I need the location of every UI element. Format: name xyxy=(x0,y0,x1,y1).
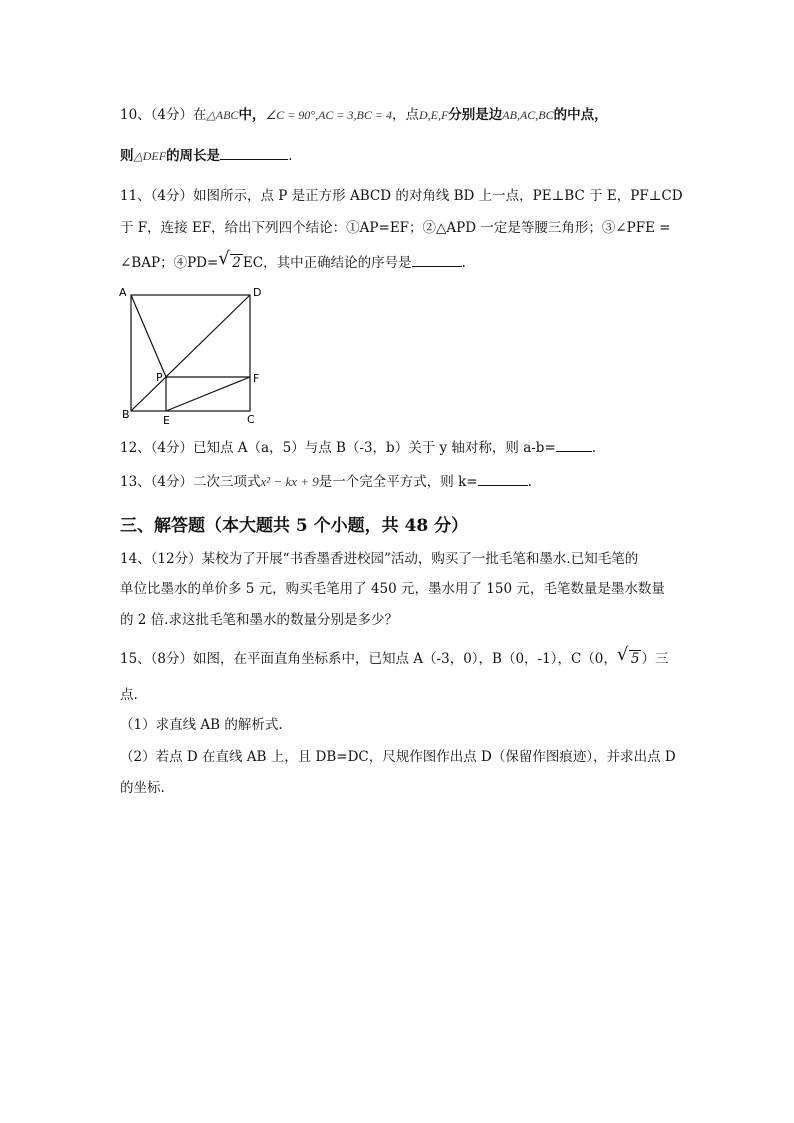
segment-ap xyxy=(131,295,166,377)
q10-points: D,E,F xyxy=(418,108,449,122)
q15-line1 xyxy=(120,644,669,668)
label-d: D xyxy=(253,286,262,299)
q10-line1 xyxy=(120,106,608,124)
q10-line2 xyxy=(120,146,292,165)
q10-sides: AB,AC,BC xyxy=(502,108,554,122)
q11-line1: 11、（4分）如图所示，点 P 是正方形 ABCD 的对角线 BD 上一点，PE⊥BC 于 E，PF⊥CD xyxy=(120,188,683,204)
q13-expression: x² − kx + 9 xyxy=(260,474,319,489)
q10-condition: ∠C = 90°,AC = 3,BC = 4 xyxy=(265,108,392,122)
sqrt-radicand: 5 xyxy=(630,651,640,667)
q12-text: 12、（4分）已知点 A（a，5）与点 B（-3，b）关于 y 轴对称，则 a-b= xyxy=(120,440,556,456)
diagonal-bd xyxy=(131,295,250,411)
q10-text: 的周长是 xyxy=(166,148,221,164)
q10-text: 中， xyxy=(238,107,266,123)
q10-text: 分别是边 xyxy=(448,107,503,123)
label-p: P xyxy=(156,371,163,384)
q13-text: . xyxy=(527,474,532,490)
q15-part3: 的坐标. xyxy=(120,780,165,796)
sqrt-radicand: 2 xyxy=(232,255,241,271)
q15-line2: 点. xyxy=(120,687,138,703)
q11-text: EC，其中正确结论的序号是 xyxy=(242,255,412,271)
sqrt-5: √ 5 xyxy=(616,644,640,667)
q10-number: 10、（4分）在 xyxy=(120,107,207,123)
answer-blank xyxy=(220,146,288,160)
q10-text: . xyxy=(288,148,293,164)
q11-line3 xyxy=(120,248,466,272)
q10-text: 则 xyxy=(120,148,134,164)
segment-ef xyxy=(166,377,250,411)
answer-blank xyxy=(478,472,528,486)
q15-part2: （2）若点 D 在直线 AB 上，且 DB=DC，尺规作图作出点 D（保留作图痕迹），并求出点 D xyxy=(120,749,676,765)
label-c: C xyxy=(247,413,255,426)
sqrt-2: √ 2 xyxy=(218,248,241,271)
q13-line xyxy=(120,472,532,491)
q15-text: 15、（8分）如图，在平面直角坐标系中，已知点 A（-3，0），B（0，-1），C（0， xyxy=(120,651,617,667)
q11-text: . xyxy=(461,255,466,271)
q15-part1: （1）求直线 AB 的解析式. xyxy=(120,717,283,733)
answer-blank xyxy=(556,438,592,452)
q11-line2: 于 F，连接 EF，给出下列四个结论：①AP=EF；②△APD 一定是等腰三角形；③∠PFE = xyxy=(120,220,671,236)
q13-text: 是一个完全平方式，则 k= xyxy=(318,474,478,490)
q12-line xyxy=(120,438,596,457)
q12-text: . xyxy=(591,440,597,456)
q10-triangle-def: △DEF xyxy=(133,149,167,163)
q14-line2: 单位比墨水的单价多 5 元，购买毛笔用了 450 元，墨水用了 150 元，毛笔数量是墨水数量 xyxy=(120,581,665,597)
q14-line1: 14、（12分）某校为了开展“书香墨香进校园”活动，购买了一批毛笔和墨水.已知毛笔的 xyxy=(120,551,639,567)
label-a: A xyxy=(119,286,127,299)
square-figure xyxy=(112,283,272,428)
q11-text: ∠BAP；④PD= xyxy=(120,255,219,271)
q14-line3: 的 2 倍.求这批毛笔和墨水的数量分别是多少？ xyxy=(120,612,398,628)
q15-text: ）三 xyxy=(641,651,669,667)
label-b: B xyxy=(122,408,130,421)
q10-triangle: △ABC xyxy=(206,108,239,122)
label-f: F xyxy=(253,372,260,385)
answer-blank xyxy=(412,253,462,267)
label-e: E xyxy=(163,414,170,427)
q10-text: 的中点， xyxy=(553,107,608,123)
q13-text: 13、（4分）二次三项式 xyxy=(120,474,261,490)
q10-text: ，点 xyxy=(391,107,419,123)
section-heading: 三、解答题（本大题共 5 个小题，共 48 分） xyxy=(120,516,469,536)
